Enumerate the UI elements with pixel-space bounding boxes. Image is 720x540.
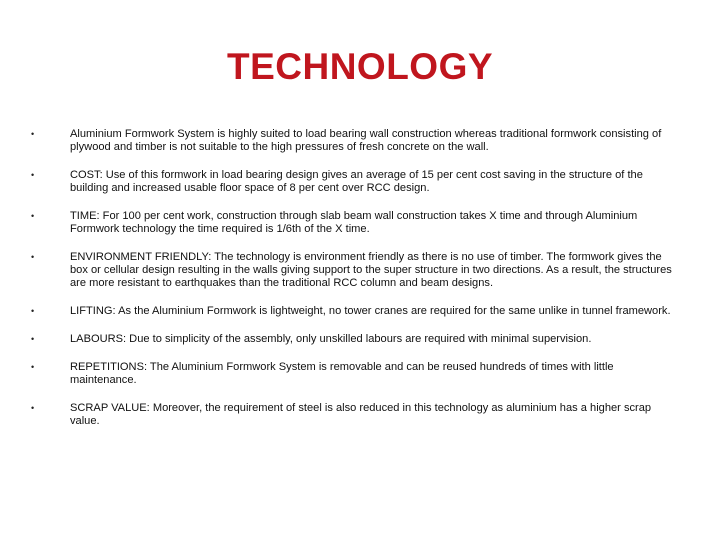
- bullet-text: TIME: For 100 per cent work, construction through slab beam wall construction takes X time and through Aluminium Formwork technology the time required is 1/6th of the X time.: [70, 210, 638, 235]
- bullet-item-repetitions: [30, 361, 680, 387]
- bullet-text: REPETITIONS: The Aluminium Formwork System is removable and can be reused hundreds of times with little maintenance.: [70, 361, 614, 386]
- bullet-icon: •: [31, 170, 35, 180]
- bullet-list: [30, 128, 680, 443]
- bullet-item-cost: [30, 169, 680, 195]
- bullet-item-time: [30, 210, 680, 236]
- bullet-text: LABOURS: Due to simplicity of the assembly, only unskilled labours are required with minimal supervision.: [70, 333, 592, 345]
- slide-title: TECHNOLOGY: [226, 46, 494, 87]
- bullet-item-scrap-value: [30, 402, 680, 428]
- bullet-text: LIFTING: As the Aluminium Formwork is lightweight, no tower cranes are required for the same unlike in tunnel framework.: [70, 305, 671, 317]
- bullet-icon: •: [31, 252, 35, 262]
- bullet-icon: •: [31, 129, 35, 139]
- bullet-item-environment: [30, 251, 680, 290]
- bullet-text: COST: Use of this formwork in load bearing design gives an average of 15 per cent cost saving in the structure of the building and increased usable floor space of 8 per cent over RCC design.: [70, 169, 643, 194]
- bullet-icon: •: [31, 306, 35, 316]
- bullet-item-labours: [30, 333, 680, 346]
- bullet-icon: •: [31, 403, 35, 413]
- bullet-icon: •: [31, 334, 35, 344]
- bullet-item-lifting: [30, 305, 680, 318]
- bullet-icon: •: [31, 211, 35, 221]
- bullet-text: SCRAP VALUE: Moreover, the requirement of steel is also reduced in this technology as aluminium has a higher scrap value.: [70, 402, 652, 427]
- bullet-item-overview: [30, 128, 680, 154]
- bullet-icon: •: [31, 362, 35, 372]
- bullet-text: Aluminium Formwork System is highly suited to load bearing wall construction whereas traditional formwork consisting of plywood and timber is not suitable to the high pressures of fresh concrete on the wall.: [70, 128, 662, 153]
- bullet-text: ENVIRONMENT FRIENDLY: The technology is environment friendly as there is no use of timber. The formwork gives the box or cellular design resulting in the walls giving support to the super structure in two directions. As a result, the structures are more resistant to earthquakes than the traditional RCC column and beam designs.: [70, 251, 672, 289]
